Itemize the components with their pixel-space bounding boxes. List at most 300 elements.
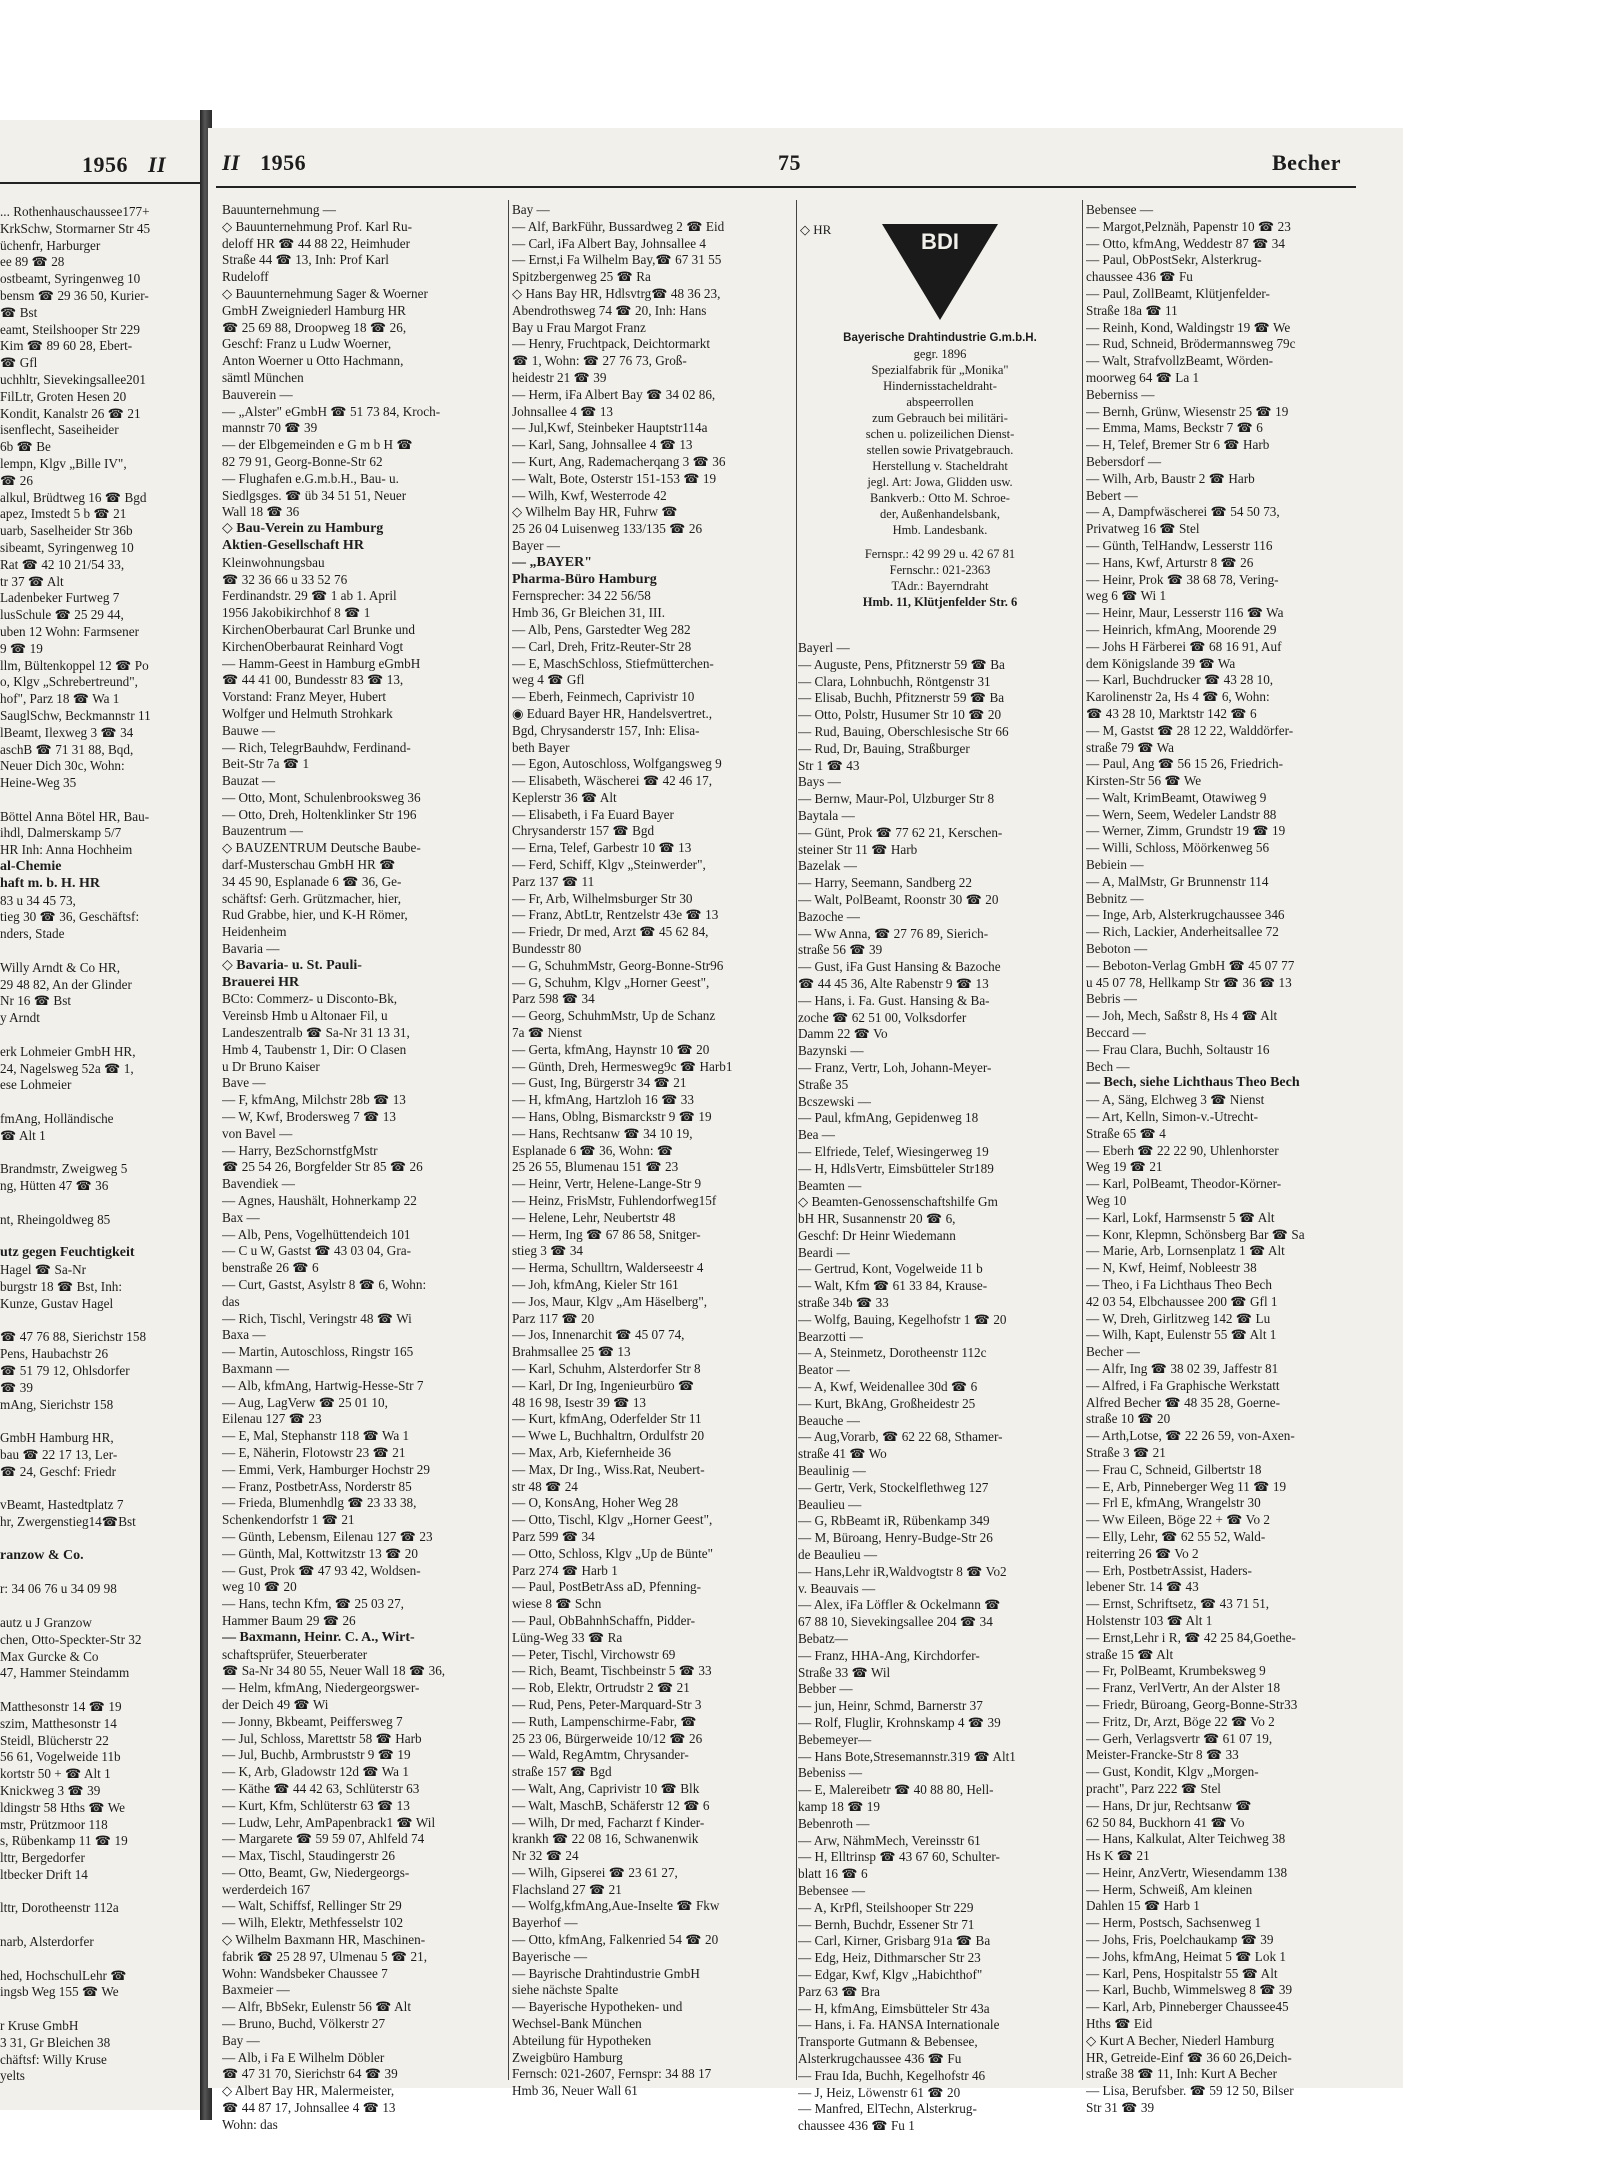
prev-header-rule bbox=[0, 182, 200, 184]
directory-entry: — Alf, BarkFühr, Bussardweg 2 ☎ Eid bbox=[512, 218, 725, 234]
directory-entry: — Rolf, Fluglir, Krohnskamp 4 ☎ 39 bbox=[798, 1715, 1001, 1730]
directory-entry: Ladenbeker Furtweg 7 bbox=[0, 590, 120, 606]
directory-entry: — Georg, SchuhmMstr, Up de Schanz bbox=[512, 1008, 716, 1024]
directory-entry: KrkSchw, Stormarner Str 45 bbox=[0, 220, 151, 236]
directory-entry: GmbH Hamburg HR, bbox=[0, 1430, 114, 1446]
directory-entry: — Carl, Dreh, Fritz-Reuter-Str 28 bbox=[512, 638, 692, 654]
directory-entry: Bauwe — bbox=[222, 722, 276, 738]
directory-entry: Bebemeyer— bbox=[798, 1731, 872, 1747]
directory-entry: Bebatz— bbox=[798, 1631, 848, 1647]
directory-entry: — der Elbgemeinden e G m b H ☎ bbox=[222, 437, 413, 453]
directory-entry: — Gertr, Verk, Stockelflethweg 127 bbox=[798, 1479, 989, 1495]
directory-entry: — Hamm-Geest in Hamburg eGmbH bbox=[222, 655, 421, 671]
directory-entry: straße 79 ☎ Wa bbox=[1086, 739, 1174, 755]
previous-page-column bbox=[0, 204, 200, 2085]
directory-entry: — Franz, HHA-Ang, Kirchdorfer- bbox=[798, 1647, 980, 1663]
directory-entry: Neuer Dich 30c, Wohn: bbox=[0, 758, 125, 774]
directory-entry: — Inge, Arb, Alsterkrugchaussee 346 bbox=[1086, 907, 1285, 923]
directory-entry: — Hans,Lehr iR,Waldvogtstr 8 ☎ Vo2 bbox=[798, 1563, 1007, 1579]
directory-entry bbox=[0, 1481, 200, 1498]
directory-entry: straße 34b ☎ 33 bbox=[798, 1295, 889, 1311]
directory-entry: — Herm, Schweiß, Am kleinen bbox=[1086, 1881, 1253, 1897]
directory-entry: — Günth, Dreh, Hermesweg9c ☎ Harb1 bbox=[512, 1058, 733, 1074]
directory-entry: — Hans, Oblng, Bismarckstr 9 ☎ 19 bbox=[512, 1109, 712, 1125]
directory-entry: — H, kfmAng, Hartzloh 16 ☎ 33 bbox=[512, 1092, 694, 1108]
directory-entry: Bayer — bbox=[512, 537, 560, 553]
directory-entry: Bebnitz — bbox=[1086, 890, 1144, 906]
directory-entry: Karolinenstr 2a, Hs 4 ☎ 6, Wohn: bbox=[1086, 689, 1270, 705]
directory-entry: — Herm, Ing ☎ 67 86 58, Snitger- bbox=[512, 1226, 701, 1242]
directory-entry: HR, Getreide-Einf ☎ 36 60 26,Deich- bbox=[1086, 2049, 1292, 2065]
directory-entry: — Jul, Buchb, Armbruststr 9 ☎ 19 bbox=[222, 1747, 411, 1763]
directory-entry: — Kurt, Kfm, Schlüterstr 63 ☎ 13 bbox=[222, 1797, 410, 1813]
ad-line: Hmb. 11, Klütjenfelder Str. 6 bbox=[862, 595, 1018, 609]
directory-entry: Bauverein — bbox=[222, 386, 293, 402]
ad-line: der, Außenhandelsbank, bbox=[880, 507, 1000, 521]
directory-entry: Brandmstr, Zweigweg 5 bbox=[0, 1161, 128, 1177]
directory-entry: — Eberh ☎ 22 22 90, Uhlenhorster bbox=[1086, 1142, 1279, 1158]
directory-entry: — Otto, Schloss, Klgv „Up de Bünte" bbox=[512, 1545, 713, 1561]
directory-entry: Bauzentrum — bbox=[222, 823, 303, 839]
directory-entry: — Franz, VerlVertr, An der Alster 18 bbox=[1086, 1680, 1281, 1696]
directory-entry: Damm 22 ☎ Vo bbox=[798, 1026, 888, 1042]
directory-entry: FilLtr, Groten Hesen 20 bbox=[0, 388, 127, 404]
directory-entry: — Joh, Mech, Saßstr 8, Hs 4 ☎ Alt bbox=[1086, 1008, 1278, 1024]
running-head: Becher bbox=[1272, 150, 1341, 175]
directory-entry: straße 38 ☎ 11, Inh: Kurt A Becher bbox=[1086, 2066, 1277, 2082]
directory-entry: Beaulieu — bbox=[798, 1496, 862, 1512]
directory-entry: ◇ Bavaria- u. St. Pauli- bbox=[222, 957, 362, 973]
directory-entry: Heine-Weg 35 bbox=[0, 775, 77, 791]
directory-entry: sämtl München bbox=[222, 369, 304, 385]
directory-entry: Str 31 ☎ 39 bbox=[1086, 2100, 1155, 2116]
directory-entry: — Heinr, Vertr, Helene-Lange-Str 9 bbox=[512, 1176, 702, 1192]
directory-entry: — Heinr, Prok ☎ 38 68 78, Vering- bbox=[1086, 571, 1279, 587]
directory-entry: — H, kfmAng, Eimsbütteler Str 43a bbox=[798, 2000, 990, 2016]
directory-entry: — Reinh, Kond, Waldingstr 19 ☎ We bbox=[1086, 319, 1291, 335]
directory-entry: ese Lohmeier bbox=[0, 1077, 72, 1093]
directory-entry: lebener Str. 14 ☎ 43 bbox=[1086, 1579, 1199, 1595]
directory-entry: — Paul, PostBetrAss aD, Pfenning- bbox=[512, 1579, 702, 1595]
directory-entry: Bech — bbox=[1086, 1058, 1130, 1074]
directory-entry: Beaulinig — bbox=[798, 1463, 866, 1479]
directory-entry: u 45 07 78, Hellkamp Str ☎ 36 ☎ 13 bbox=[1086, 974, 1292, 990]
directory-entry: — Frau Ida, Buchh, Kegelhofstr 46 bbox=[798, 2067, 986, 2083]
directory-entry: — Karl, Buchdrucker ☎ 43 28 10, bbox=[1086, 672, 1274, 688]
directory-entry: — Ernst,i Fa Wilhelm Bay,☎ 67 31 55 bbox=[512, 252, 722, 268]
prev-page-header bbox=[82, 152, 166, 186]
directory-entry: — Wilh, Kwf, Westerrode 42 bbox=[512, 487, 667, 503]
directory-entry: Bgd, Chrysanderstr 157, Inh: Elisa- bbox=[512, 722, 700, 738]
directory-entry: — Paul, ObBahnhSchaffn, Pidder- bbox=[512, 1612, 695, 1628]
directory-entry: — Fr, Arb, Wilhelmsburger Str 30 bbox=[512, 890, 693, 906]
directory-entry: — Max, Tischl, Staudingerstr 26 bbox=[222, 1848, 395, 1864]
directory-entry: weg 6 ☎ Wi 1 bbox=[1086, 588, 1167, 604]
directory-entry: Spitzbergenweg 25 ☎ Ra bbox=[512, 269, 651, 285]
directory-entry: ranzow & Co. bbox=[0, 1547, 84, 1563]
directory-entry: Beccard — bbox=[1086, 1025, 1146, 1041]
directory-entry: 29 48 82, An der Glinder bbox=[0, 976, 132, 992]
directory-entry: — Clara, Lohnbuchh, Röntgenstr 31 bbox=[798, 673, 991, 689]
directory-entry: — Elisabeth, i Fa Euard Bayer bbox=[512, 806, 674, 822]
directory-entry: — G, SchuhmMstr, Georg-Bonne-Str96 bbox=[512, 957, 724, 973]
directory-entry: — Günth, Mal, Kottwitzstr 13 ☎ 20 bbox=[222, 1545, 418, 1561]
directory-entry: ◇ Beamten-Genossenschaftshilfe Gm bbox=[798, 1194, 998, 1210]
directory-entry: weg 4 ☎ Gfl bbox=[512, 672, 585, 688]
directory-entry: — Frau Clara, Buchh, Soltaustr 16 bbox=[1086, 1041, 1270, 1057]
ad-company: Bayerische Drahtindustrie G.m.b.H. bbox=[843, 332, 1037, 344]
directory-entry: lttr, Dorotheenstr 112a bbox=[0, 1900, 119, 1916]
directory-entry: — Arw, NähmMech, Vereinsstr 61 bbox=[798, 1832, 981, 1848]
directory-entry: — Emma, Mams, Beckstr 7 ☎ 6 bbox=[1086, 420, 1263, 436]
directory-entry: 24, Nagelsweg 52a ☎ 1, bbox=[0, 1060, 134, 1076]
directory-entry: — Ernst,Lehr i R, ☎ 42 25 84,Goethe- bbox=[1086, 1629, 1296, 1645]
directory-entry: Bebber — bbox=[798, 1681, 853, 1697]
directory-entry: — Ww Anna, ☎ 27 76 89, Sierich- bbox=[798, 925, 989, 941]
directory-entry: Parz 137 ☎ 11 bbox=[512, 873, 595, 889]
directory-entry: dem Königslande 39 ☎ Wa bbox=[1086, 655, 1236, 671]
directory-entry: — Kurt, kfmAng, Oderfelder Str 11 bbox=[512, 1411, 702, 1427]
directory-entry: Beamten — bbox=[798, 1177, 862, 1193]
directory-entry: Abendrothsweg 74 ☎ 20, Inh: Hans bbox=[512, 302, 707, 318]
directory-entry: — Konr, Klepmn, Schönsberg Bar ☎ Sa bbox=[1086, 1226, 1305, 1242]
directory-entry: — M, Büroang, Henry-Budge-Str 26 bbox=[798, 1530, 993, 1546]
directory-entry: — Hans, i. Fa. Gust. Hansing & Ba- bbox=[798, 992, 990, 1008]
directory-entry: nt, Rheingoldweg 85 bbox=[0, 1211, 111, 1227]
directory-entry: 62 50 84, Buckhorn 41 ☎ Vo bbox=[1086, 1814, 1245, 1830]
directory-entry: — Alb, i Fa E Wilhelm Döbler bbox=[222, 2049, 385, 2065]
directory-entry: — Walt, KrimBeamt, Otawiweg 9 bbox=[1086, 789, 1267, 805]
directory-entry: — Hans, Kwf, Arturstr 8 ☎ 26 bbox=[1086, 554, 1254, 570]
advertisement-box bbox=[789, 218, 1091, 658]
directory-entry: — Johs, Fris, Poelchaukamp ☎ 39 bbox=[1086, 1932, 1274, 1948]
directory-entry: — Wilh, Arb, Baustr 2 ☎ Harb bbox=[1086, 470, 1255, 486]
directory-entry: Bundesstr 80 bbox=[512, 941, 582, 957]
directory-entry: KirchenOberbaurat Carl Brunke und bbox=[222, 621, 415, 637]
directory-entry: ◉ Eduard Bayer HR, Handelsvertret., bbox=[512, 705, 713, 721]
directory-entry: — Rud, Bauing, Oberschlesische Str 66 bbox=[798, 723, 1009, 739]
directory-entry: Zweigbüro Hamburg bbox=[512, 2049, 623, 2065]
directory-entry: — Jos, Maur, Klgv „Am Häselberg", bbox=[512, 1293, 708, 1309]
directory-entry: straße 15 ☎ Alt bbox=[1086, 1646, 1174, 1662]
directory-entry: — Heinrich, kfmAng, Moorende 29 bbox=[1086, 621, 1277, 637]
directory-entry: Alsterkrugchaussee 436 ☎ Fu bbox=[798, 2050, 962, 2066]
directory-entry: ldingstr 58 Hths ☎ We bbox=[0, 1799, 126, 1815]
directory-entry: Kunze, Gustav Hagel bbox=[0, 1295, 114, 1311]
directory-entry: — Otto, kfmAng, Weddestr 87 ☎ 34 bbox=[1086, 235, 1285, 251]
directory-entry: Str 1 ☎ 43 bbox=[798, 757, 860, 773]
directory-entry: — Walt, MaschB, Schäferstr 12 ☎ 6 bbox=[512, 1797, 710, 1813]
directory-entry: llm, Bültenkoppel 12 ☎ Po bbox=[0, 657, 149, 673]
directory-entry: — Harry, BezSchornstfgMstr bbox=[222, 1142, 378, 1158]
directory-entry: — Jul, Schloss, Marettstr 58 ☎ Harb bbox=[222, 1730, 422, 1746]
directory-entry: — Walt, Schiffsf, Rellinger Str 29 bbox=[222, 1898, 402, 1914]
prev-page-year: 1956 bbox=[82, 152, 128, 177]
directory-entry: — Max, Dr Ing., Wiss.Rat, Neubert- bbox=[512, 1461, 705, 1477]
directory-entry: — Karl, Schuhm, Alsterdorfer Str 8 bbox=[512, 1360, 701, 1376]
ad-line: Spezialfabrik für „Monika" bbox=[871, 363, 1009, 377]
directory-entry: — Arth,Lotse, ☎ 22 26 59, von-Axen- bbox=[1086, 1428, 1295, 1444]
directory-entry: 6b ☎ Be bbox=[0, 439, 51, 455]
directory-entry: ☎ 44 41 00, Bundesstr 83 ☎ 13, bbox=[222, 672, 404, 688]
directory-entry: Parz 598 ☎ 34 bbox=[512, 991, 595, 1007]
directory-entry: Bavaria — bbox=[222, 941, 280, 957]
directory-entry: lusSchule ☎ 25 29 44, bbox=[0, 607, 124, 623]
directory-entry: straße 41 ☎ Wo bbox=[798, 1446, 887, 1462]
directory-entry: 47, Hammer Steindamm bbox=[0, 1665, 130, 1681]
directory-entry bbox=[0, 1682, 200, 1699]
directory-entry: 25 26 04 Luisenweg 133/135 ☎ 26 bbox=[512, 521, 703, 537]
directory-entry bbox=[0, 1951, 200, 1968]
directory-entry: — Bruno, Buchd, Völkerstr 27 bbox=[222, 2016, 386, 2032]
directory-entry: Anton Woerner u Otto Hachmann, bbox=[222, 353, 404, 369]
directory-entry: — A, Kwf, Weidenallee 30d ☎ 6 bbox=[798, 1379, 978, 1395]
directory-entry: Bebris — bbox=[1086, 991, 1137, 1007]
directory-entry: — Gust, Ing, Bürgerstr 34 ☎ 21 bbox=[512, 1075, 687, 1091]
directory-entry: — G, RbBeamt iR, Rübenkamp 349 bbox=[798, 1513, 990, 1529]
directory-entry: — Alfr, BbSekr, Eulenstr 56 ☎ Alt bbox=[222, 1999, 411, 2015]
directory-entry: ◇ Hans Bay HR, Hdlsvtrg☎ 48 36 23, bbox=[512, 285, 721, 301]
prev-page-part: II bbox=[148, 152, 167, 177]
directory-entry: bH HR, Susannenstr 20 ☎ 6, bbox=[798, 1211, 956, 1227]
directory-entry: fabrik ☎ 25 28 97, Ulmenau 5 ☎ 21, bbox=[222, 1948, 427, 1964]
directory-entry: — Heinr, AnzVertr, Wiesendamm 138 bbox=[1086, 1864, 1288, 1880]
page-header-left bbox=[222, 150, 306, 184]
directory-entry: mAng, Sierichstr 158 bbox=[0, 1396, 114, 1412]
directory-entry: Dahlen 15 ☎ Harb 1 bbox=[1086, 1898, 1200, 1914]
directory-entry: — Wwe L, Buchhaltrn, Ordulfstr 20 bbox=[512, 1428, 705, 1444]
directory-entry: 83 u 34 45 73, bbox=[0, 892, 76, 908]
directory-entry: — Rich, TelegrBauhdw, Ferdinand- bbox=[222, 739, 411, 755]
directory-entry: — Rich, Beamt, Tischbeinstr 5 ☎ 33 bbox=[512, 1663, 712, 1679]
directory-entry: — Hans, i. Fa. HANSA Internationale bbox=[798, 2017, 1000, 2033]
directory-entry: — Emmi, Verk, Hamburger Hochstr 29 bbox=[222, 1461, 430, 1477]
directory-entry: — Karl, Lokf, Harmsenstr 5 ☎ Alt bbox=[1086, 1209, 1275, 1225]
directory-entry: Parz 599 ☎ 34 bbox=[512, 1528, 595, 1544]
directory-entry: — Alb, Pens, Garstedter Weg 282 bbox=[512, 621, 691, 637]
directory-entry: narb, Alsterdorfer bbox=[0, 1934, 94, 1950]
directory-entry: der Deich 49 ☎ Wi bbox=[222, 1696, 329, 1712]
directory-entry: Vereinsb Hmb u Altonaer Fil, u bbox=[222, 1008, 388, 1024]
directory-entry: — Friedr, Büroang, Georg-Bonne-Str33 bbox=[1086, 1696, 1298, 1712]
directory-entry: Knickweg 3 ☎ 39 bbox=[0, 1782, 101, 1798]
directory-entry: — Max, Arb, Kiefernheide 36 bbox=[512, 1444, 671, 1460]
directory-entry: — „Alster" eGmbH ☎ 51 73 84, Kroch- bbox=[222, 403, 441, 419]
directory-entry: Kleinwohnungsbau bbox=[222, 554, 325, 570]
directory-entry: — Marie, Arb, Lornsenplatz 1 ☎ Alt bbox=[1086, 1243, 1285, 1259]
directory-entry: — Fritz, Dr, Arzt, Böge 22 ☎ Vo 2 bbox=[1086, 1713, 1275, 1729]
directory-entry: o, Klgv „Schrebertreund", bbox=[0, 674, 138, 690]
directory-entry: bensm ☎ 29 36 50, Kurier- bbox=[0, 287, 149, 303]
directory-entry: Geschf: Franz u Ludw Woerner, bbox=[222, 336, 392, 352]
directory-entry: reiterring 26 ☎ Vo 2 bbox=[1086, 1545, 1199, 1561]
directory-entry: Geschf: Dr Heinr Wiedemann bbox=[798, 1227, 956, 1243]
directory-entry: — Paul, ZollBeamt, Klütjenfelder- bbox=[1086, 285, 1270, 301]
directory-entry: — Rich, Tischl, Veringstr 48 ☎ Wi bbox=[222, 1310, 412, 1326]
directory-entry: ☎ Sa-Nr 34 80 55, Neuer Wall 18 ☎ 36, bbox=[222, 1663, 446, 1679]
directory-entry: ☎ 1, Wohn: ☎ 27 76 73, Groß- bbox=[512, 353, 687, 369]
directory-entry: utz gegen Feuchtigkeit bbox=[0, 1245, 135, 1261]
directory-entry bbox=[0, 943, 200, 960]
directory-entry: Straße 65 ☎ 4 bbox=[1086, 1125, 1166, 1141]
directory-entry: — Gust, iFa Gust Hansing & Bazoche bbox=[798, 959, 1001, 975]
directory-entry: — Martin, Autoschloss, Ringstr 165 bbox=[222, 1344, 414, 1360]
directory-entry: Bazynski — bbox=[798, 1043, 864, 1059]
directory-entry: — Wilh, Dr med, Facharzt f Kinder- bbox=[512, 1814, 705, 1830]
directory-entry: — „BAYER" bbox=[512, 554, 592, 570]
directory-entry: ◇ Bauunternehmung Sager & Woerner bbox=[222, 285, 428, 301]
header-year: 1956 bbox=[260, 150, 307, 175]
directory-entry: das bbox=[222, 1293, 240, 1309]
directory-entry: — Frieda, Blumenhdlg ☎ 23 33 38, bbox=[222, 1495, 417, 1511]
previous-page bbox=[0, 120, 204, 2110]
directory-entry: — Elisab, Buchh, Pfitznerstr 59 ☎ Ba bbox=[798, 690, 1005, 706]
directory-entry: ihdl, Dalmerskamp 5/7 bbox=[0, 825, 122, 841]
directory-entry: Steidl, Blücherstr 22 bbox=[0, 1732, 109, 1748]
directory-entry: — E, MaschSchloss, Stiefmütterchen- bbox=[512, 655, 714, 671]
directory-entry: chäftsf: Willy Kruse bbox=[0, 2051, 107, 2067]
directory-entry: — Gertrud, Kont, Vogelweide 11 b bbox=[798, 1261, 983, 1277]
directory-entry: Bazelak — bbox=[798, 858, 857, 874]
directory-entry: — Otto, Polstr, Husumer Str 10 ☎ 20 bbox=[798, 707, 1002, 723]
directory-entry bbox=[0, 792, 200, 809]
directory-entry: straße 157 ☎ Bgd bbox=[512, 1764, 612, 1780]
directory-entry: — Walt, StrafvollzBeamt, Wörden- bbox=[1086, 353, 1274, 369]
directory-entry: mannstr 70 ☎ 39 bbox=[222, 420, 318, 436]
column-4 bbox=[1086, 202, 1356, 2117]
directory-entry: — Franz, Vertr, Loh, Johann-Meyer- bbox=[798, 1059, 992, 1075]
directory-entry: y Arndt bbox=[0, 1010, 40, 1026]
directory-entry: — Alb, Pens, Vogelhüttendeich 101 bbox=[222, 1226, 411, 1242]
directory-entry: werderdeich 167 bbox=[222, 1881, 311, 1897]
ad-line: jegl. Art: Jowa, Glidden usw. bbox=[867, 475, 1013, 489]
directory-entry: von Bavel — bbox=[222, 1125, 293, 1141]
directory-entry: — Carl, iFa Albert Bay, Johnsallee 4 bbox=[512, 235, 706, 251]
directory-entry: — Werner, Zimm, Grundstr 19 ☎ 19 bbox=[1086, 823, 1286, 839]
directory-entry: vBeamt, Hastedtplatz 7 bbox=[0, 1497, 124, 1513]
directory-entry bbox=[0, 1531, 200, 1548]
directory-entry: — Paul, kfmAng, Gepidenweg 18 bbox=[798, 1110, 979, 1126]
header-part: II bbox=[222, 150, 241, 175]
directory-entry: Transporte Gutmann & Bebensee, bbox=[798, 2034, 978, 2050]
directory-entry: deloff HR ☎ 44 88 22, Heimhuder bbox=[222, 235, 410, 251]
directory-entry: — H, HdlsVertr, Eimsbütteler Str189 bbox=[798, 1160, 994, 1176]
directory-entry: — Joh, kfmAng, Kieler Str 161 bbox=[512, 1277, 679, 1292]
directory-entry: Alfred Becher ☎ 48 35 28, Goerne- bbox=[1086, 1394, 1281, 1410]
directory-entry: Bebensee — bbox=[798, 1882, 866, 1898]
directory-entry: lttr, Bergedorfer bbox=[0, 1850, 85, 1866]
directory-entry: Wall 18 ☎ 36 bbox=[222, 504, 300, 520]
directory-entry: Parz 63 ☎ Bra bbox=[798, 1983, 880, 1999]
directory-entry: — Karl, Sang, Johnsallee 4 ☎ 13 bbox=[512, 437, 693, 453]
directory-entry: — Walt, Kfm ☎ 61 33 84, Krause- bbox=[798, 1278, 988, 1294]
directory-entry: v. Beauvais — bbox=[798, 1580, 876, 1596]
directory-entry: ☎ 39 bbox=[0, 1379, 33, 1395]
directory-entry: Flachsland 27 ☎ 21 bbox=[512, 1881, 622, 1897]
directory-entry: Schenkendorfstr 1 ☎ 21 bbox=[222, 1512, 355, 1528]
directory-entry: ng, Hütten 47 ☎ 36 bbox=[0, 1178, 109, 1194]
directory-entry: — E, Näherin, Flotowstr 23 ☎ 21 bbox=[222, 1444, 406, 1460]
directory-entry: — Rob, Elektr, Ortrudstr 2 ☎ 21 bbox=[512, 1680, 690, 1696]
directory-entry: pracht", Parz 222 ☎ Stel bbox=[1086, 1780, 1221, 1796]
directory-entry: — Frau C, Schneid, Gilbertstr 18 bbox=[1086, 1461, 1262, 1477]
directory-entry: 25 26 55, Blumenau 151 ☎ 23 bbox=[512, 1159, 679, 1175]
directory-entry: — A, KrPfl, Steilshooper Str 229 bbox=[798, 1899, 974, 1915]
directory-entry: Aktien-Gesellschaft HR bbox=[222, 537, 364, 553]
directory-entry: — N, Kwf, Heimf, Nobleestr 38 bbox=[1086, 1260, 1257, 1276]
directory-entry: Ferdinandstr. 29 ☎ 1 ab 1. April bbox=[222, 588, 397, 604]
directory-entry: — Elfriede, Telef, Wiesingerweg 19 bbox=[798, 1143, 989, 1159]
directory-entry: ☎ 51 79 12, Ohlsdorfer bbox=[0, 1362, 130, 1378]
directory-entry: — Franz, PostbetrAss, Norderstr 85 bbox=[222, 1478, 412, 1494]
directory-entry: — Hans, Dr jur, Rechtsanw ☎ bbox=[1086, 1797, 1252, 1813]
directory-entry: — W, Dreh, Girlitzweg 142 ☎ Lu bbox=[1086, 1310, 1271, 1326]
directory-entry: kortstr 50 + ☎ Alt 1 bbox=[0, 1766, 111, 1782]
directory-entry: — Hans Bote,Stresemannstr.319 ☎ Alt1 bbox=[798, 1748, 1016, 1764]
directory-entry: chaussee 436 ☎ Fu 1 bbox=[798, 2118, 915, 2134]
directory-entry: — Bech, siehe Lichthaus Theo Bech bbox=[1086, 1075, 1300, 1091]
directory-entry: Beboton — bbox=[1086, 941, 1148, 957]
directory-entry bbox=[0, 1195, 200, 1212]
directory-entry bbox=[0, 1884, 200, 1901]
directory-entry: — H, Elltrinsp ☎ 43 67 60, Schulter- bbox=[798, 1849, 1000, 1865]
directory-entry: — Wilh, Kapt, Eulenstr 55 ☎ Alt 1 bbox=[1086, 1327, 1277, 1343]
directory-entry: — Gerta, kfmAng, Haynstr 10 ☎ 20 bbox=[512, 1041, 710, 1057]
directory-entry: Chrysanderstr 157 ☎ Bgd bbox=[512, 823, 655, 839]
directory-entry: s, Rübenkamp 11 ☎ 19 bbox=[0, 1833, 128, 1849]
directory-entry: Bays — bbox=[798, 774, 841, 790]
ad-line: Fernspr.: 42 99 29 u. 42 67 81 bbox=[864, 547, 1016, 561]
directory-entry: Pharma-Büro Hamburg bbox=[512, 571, 657, 587]
directory-entry: burgstr 18 ☎ Bst, Inh: bbox=[0, 1279, 123, 1294]
directory-entry: ☎ 24, Geschf: Friedr bbox=[0, 1463, 117, 1479]
directory-entry: — Helene, Lehr, Neubertstr 48 bbox=[512, 1209, 676, 1225]
directory-entry: beth Bayer bbox=[512, 739, 570, 755]
directory-entry: Beit-Str 7a ☎ 1 bbox=[222, 756, 310, 772]
directory-entry: — Hans, Rechtsanw ☎ 34 10 19, bbox=[512, 1125, 693, 1141]
directory-entry: ◇ Bauunternehmung Prof. Karl Ru- bbox=[222, 218, 412, 234]
directory-entry: uchhltr, Sievekingsallee201 bbox=[0, 371, 146, 387]
directory-entry bbox=[0, 1598, 200, 1615]
directory-entry: 67 88 10, Sievekingsallee 204 ☎ 34 bbox=[798, 1614, 993, 1630]
directory-entry: — Alfred, i Fa Graphische Werkstatt bbox=[1086, 1377, 1280, 1393]
directory-entry: Pens, Haubachstr 26 bbox=[0, 1346, 109, 1362]
directory-entry: erk Lohmeier GmbH HR, bbox=[0, 1043, 136, 1059]
directory-entry: — Agnes, Haushält, Hohnerkamp 22 bbox=[222, 1193, 417, 1209]
directory-entry: moorweg 64 ☎ La 1 bbox=[1086, 369, 1200, 385]
column-divider bbox=[508, 200, 509, 2080]
directory-entry: hr, Zwergenstieg14☎Bst bbox=[0, 1514, 136, 1530]
directory-entry: 9 ☎ 19 bbox=[0, 640, 43, 656]
directory-entry: lBeamt, Ilexweg 3 ☎ 34 bbox=[0, 724, 134, 740]
directory-entry: — Bernh, Grünw, Wiesenstr 25 ☎ 19 bbox=[1086, 403, 1289, 419]
directory-entry: HR Inh: Anna Hochheim bbox=[0, 842, 133, 858]
directory-entry: Siedlgsges. ☎ üb 34 51 51, Neuer bbox=[222, 487, 407, 503]
directory-entry: — E, Arb, Pinneberger Weg 11 ☎ 19 bbox=[1086, 1478, 1287, 1494]
directory-entry: autz u J Granzow bbox=[0, 1614, 92, 1630]
directory-entry: Bea — bbox=[798, 1127, 835, 1143]
directory-entry bbox=[0, 1917, 200, 1934]
directory-entry: ◇ Albert Bay HR, Malermeister, bbox=[222, 2083, 395, 2099]
logo-text: BDI bbox=[921, 229, 959, 254]
directory-entry: — Johs, kfmAng, Heimat 5 ☎ Lok 1 bbox=[1086, 1948, 1286, 1964]
directory-entry: — Hans, techn Kfm, ☎ 25 03 27, bbox=[222, 1596, 404, 1612]
directory-entry: — Paul, Ang ☎ 56 15 26, Friedrich- bbox=[1086, 756, 1284, 772]
page-number: 75 bbox=[778, 150, 801, 175]
directory-entry: Meister-Francke-Str 8 ☎ 33 bbox=[1086, 1747, 1239, 1763]
directory-entry: Bay — bbox=[222, 2032, 260, 2048]
directory-entry: ◇ BAUZENTRUM Deutsche Baube- bbox=[222, 840, 421, 856]
